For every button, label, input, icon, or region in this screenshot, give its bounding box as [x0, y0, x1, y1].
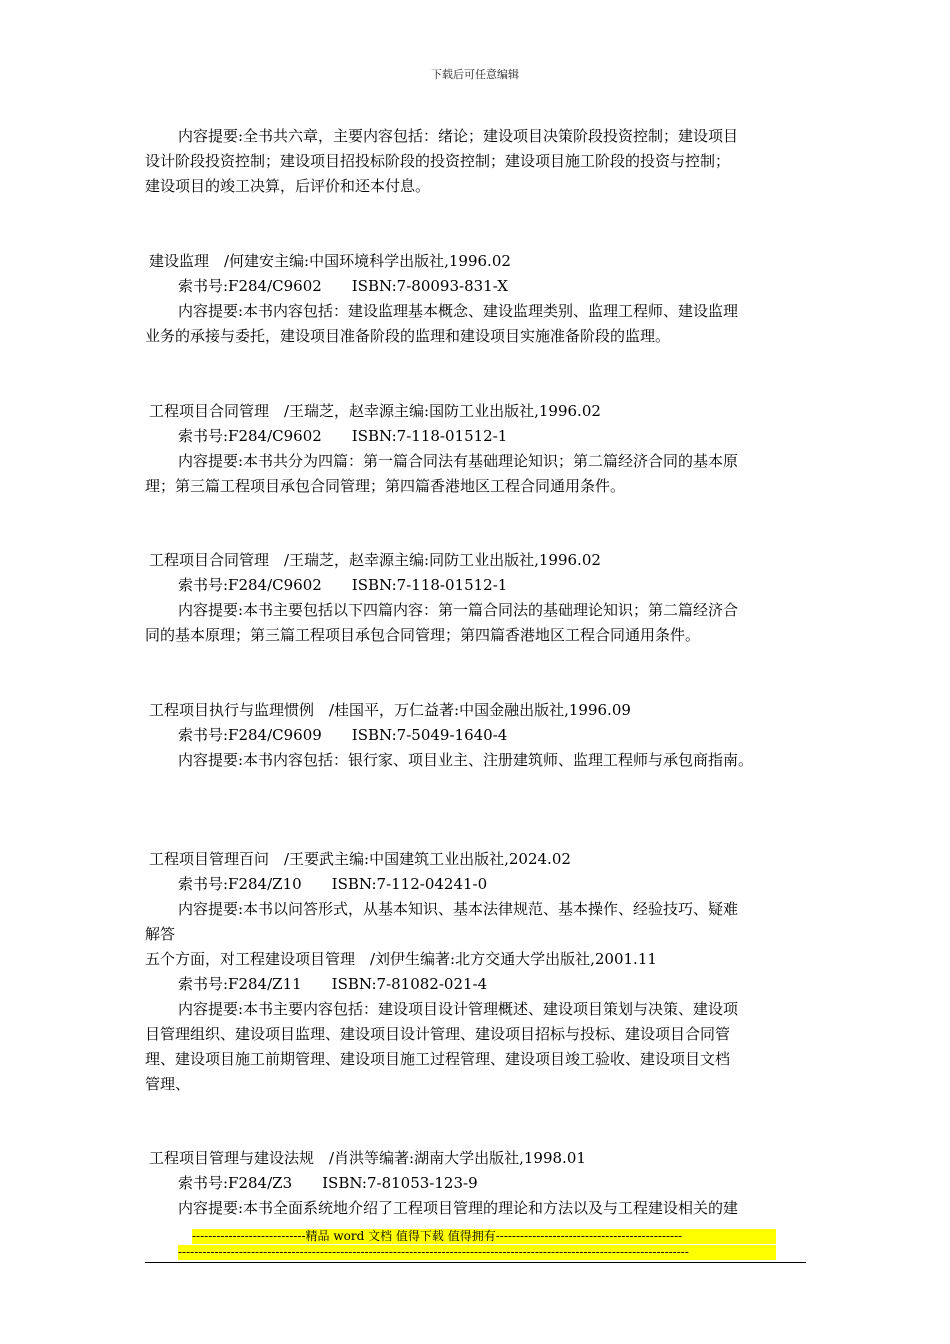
entry-title: 工程项目管理与建设法规 /肖洪等编著:湖南大学出版社,1998.01 [149, 1149, 586, 1167]
intro-line: 建设项目的竣工决算，后评价和还本付息。 [145, 177, 431, 195]
entry-summary: 解答 [145, 925, 176, 943]
entry-title: 工程项目执行与监理惯例 /桂国平，万仁益著:中国金融出版社,1996.09 [149, 701, 631, 719]
entry-summary: 内容提要:本书全面系统地介绍了工程项目管理的理论和方法以及与工程建设相关的建 [178, 1199, 739, 1217]
entry-call-number: 索书号:F284/C9602 ISBN:7-118-01512-1 [178, 427, 508, 445]
footer-banner: ----------------------------精品 word 文档 值得下载 值得拥有---------------------------------------------- [192, 1229, 776, 1244]
entry-summary: 理、建设项目施工前期管理、建设项目施工过程管理、建设项目竣工验收、建设项目文档 [145, 1050, 731, 1068]
entry-call-number: 索书号:F284/Z10 ISBN:7-112-04241-0 [178, 875, 488, 893]
entry-call-number: 索书号:F284/Z3 ISBN:7-81053-123-9 [178, 1174, 478, 1192]
footer-rule [145, 1262, 806, 1263]
entry-summary: 内容提要:本书以问答形式，从基本知识、基本法律规范、基本操作、经验技巧、疑难 [178, 900, 739, 918]
entry-summary: 理；第三篇工程项目承包合同管理；第四篇香港地区工程合同通用条件。 [145, 477, 626, 495]
entry-summary: 管理、 [145, 1075, 191, 1093]
entry-title: 工程项目管理百问 /王要武主编:中国建筑工业出版社,2024.02 [149, 850, 571, 868]
page-header: 下载后可任意编辑 [431, 68, 519, 81]
intro-line: 内容提要:全书共六章，主要内容包括：绪论；建设项目决策阶段投资控制；建设项目 [178, 127, 739, 145]
entry-call-number: 索书号:F284/Z11 ISBN:7-81082-021-4 [178, 975, 488, 993]
intro-line: 设计阶段投资控制；建设项目招投标阶段的投资控制；建设项目施工阶段的投资与控制； [145, 152, 731, 170]
entry-summary: 内容提要:本书主要内容包括：建设项目设计管理概述、建设项目策划与决策、建设项 [178, 1000, 739, 1018]
entry-call-number: 索书号:F284/C9609 ISBN:7-5049-1640-4 [178, 726, 508, 744]
entry-call-number: 索书号:F284/C9602 ISBN:7-80093-831-X [178, 277, 508, 295]
entry-summary: 业务的承接与委托，建设项目准备阶段的监理和建设项目实施准备阶段的监理。 [145, 327, 671, 345]
footer-dashes: ------------------------------------------------------------------------------------------------------------------------------ [178, 1245, 776, 1260]
entry-summary: 五个方面，对工程建设项目管理 /刘伊生编著:北方交通大学出版社,2001.11 [145, 950, 657, 968]
entry-title: 工程项目合同管理 /王瑞芝，赵幸源主编:同防工业出版社,1996.02 [149, 551, 601, 569]
entry-summary: 目管理组织、建设项目监理、建设项目设计管理、建设项目招标与投标、建设项目合同管 [145, 1025, 731, 1043]
entry-call-number: 索书号:F284/C9602 ISBN:7-118-01512-1 [178, 576, 508, 594]
entry-summary: 同的基本原理；第三篇工程项目承包合同管理；第四篇香港地区工程合同通用条件。 [145, 626, 701, 644]
entry-summary: 内容提要:本书共分为四篇：第一篇合同法有基础理论知识；第二篇经济合同的基本原 [178, 452, 739, 470]
entry-title: 建设监理 /何建安主编:中国环境科学出版社,1996.02 [149, 252, 511, 270]
entry-summary: 内容提要:本书内容包括：建设监理基本概念、建设监理类别、监理工程师、建设监理 [178, 302, 739, 320]
entry-title: 工程项目合同管理 /王瑞芝，赵幸源主编:国防工业出版社,1996.02 [149, 402, 601, 420]
entry-summary: 内容提要:本书内容包括：银行家、项目业主、注册建筑师、监理工程师与承包商指南。 [178, 751, 754, 769]
entry-summary: 内容提要:本书主要包括以下四篇内容：第一篇合同法的基础理论知识；第二篇经济合 [178, 601, 739, 619]
